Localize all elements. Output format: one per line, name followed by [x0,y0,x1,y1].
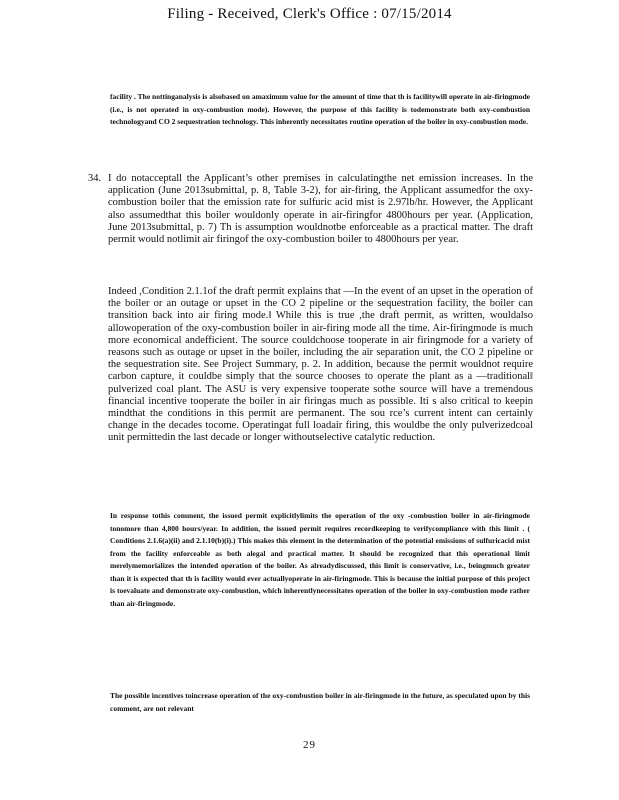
comment-number: 34. [88,173,102,184]
page-header: Filing - Received, Clerk's Office : 07/15/2014 [167,6,452,22]
comment-paragraph: Indeed ,Condition 2.1.1of the draft permit explains that ―In the event of an upset in the operation of the boiler or an outage or upset in the CO 2 pipeline or the sequestration facility, the boiler can transition back into air firing mode.‖ While this is true ,the draft permit, as written, wouldalso allowoperation of the oxy-combustion boiler in air-firing mode all the time. Air-firingmode is much more economical andefficient. The source couldchoose tooperate in air firingmode for a variety of reasons such as outage or upset in the boiler, including the air separation unit, the CO 2 pipeline or the sequestration site. See Project Summary, p. 2. In addition, because the permit wouldnot require carbon capture, it couldbe simply that the source chooses to operate the plant as a ―traditional‖ pulverized coal plant. The ASU is very expensive tooperate sothe source will have a tremendous financial incentive tooperate the boiler in air firingas much as possible. Iti s also critical to keepin mindthat the conditions in this permit are permanent. The sou rce’s current intent can certainly change in the decades tocome. Operatingat full loadair firing, this wouldbe the only pulverizedcoal unit permittedin the last decade or longer withoutselective catalytic reduction. [108,286,533,444]
response-paragraph: The possible incentives toincrease operation of the oxy-combustion boiler in air-firingmode in the future, as speculated upon by this comment, are not relevant [110,691,530,713]
comment-paragraph: I do notacceptall the Applicant’s other premises in calculatingthe net emission increases. In the application (June 2013submittal, p. 8, Table 3-2), for air-firing, the Applicant assumedfor the oxy-combustion boiler that the emission rate for sulfuric acid mist is 2.97lb/hr. However, the Applicant also assumedthat this boiler wouldonly operate in air-firingfor 4800hours per year. (Application, June 2013submittal, p. 7) Th is assumption wouldnotbe enforceable as a practical matter. The draft permit would notlimit air firingof the oxy-combustion boiler to 4800hours per year. [108,173,533,246]
page-number: 29 [303,739,316,751]
response-paragraph: facility . The nottinganalysis is alsobased on amaximum value for the amount of time that th is facilitywill operate in air-firingmode (i.e., is not operated in oxy-combustion mode). However, the purpose of this facility is todemonstrate both oxy-combustion technologyand CO 2 sequestration technology. This inherently necessitates routine operation of the boiler in oxy-combustion mode. [110,92,530,126]
response-paragraph: In response tothis comment, the issued permit explicitlylimits the operation of the oxy -combustion boiler in air-firingmode tonomore than 4,800 hours/year. In addition, the issued permit requires recordkeeping to verifycompliance with this limit . ( Conditions 2.1.6(a)(ii) and 2.1.10(b)(i).) This makes this element in the determination of the potential emissions of sulfuricacid mist from the facility enforceable as both alegal and practical matter. It should be recognized that this operational limit merelymemorializes the intended operation of the boiler. As alreadydiscussed, this limit is conservative, i.e., beingmuch greater than it is expected that th is facility would ever actuallyoperate in air-firingmode. This is because the initial purpose of this project is toevaluate and demonstrate oxy-combustion, which inherentlynecessitates operation of the boiler in oxy-combustion mode rather than air-firingmode. [110,511,530,608]
